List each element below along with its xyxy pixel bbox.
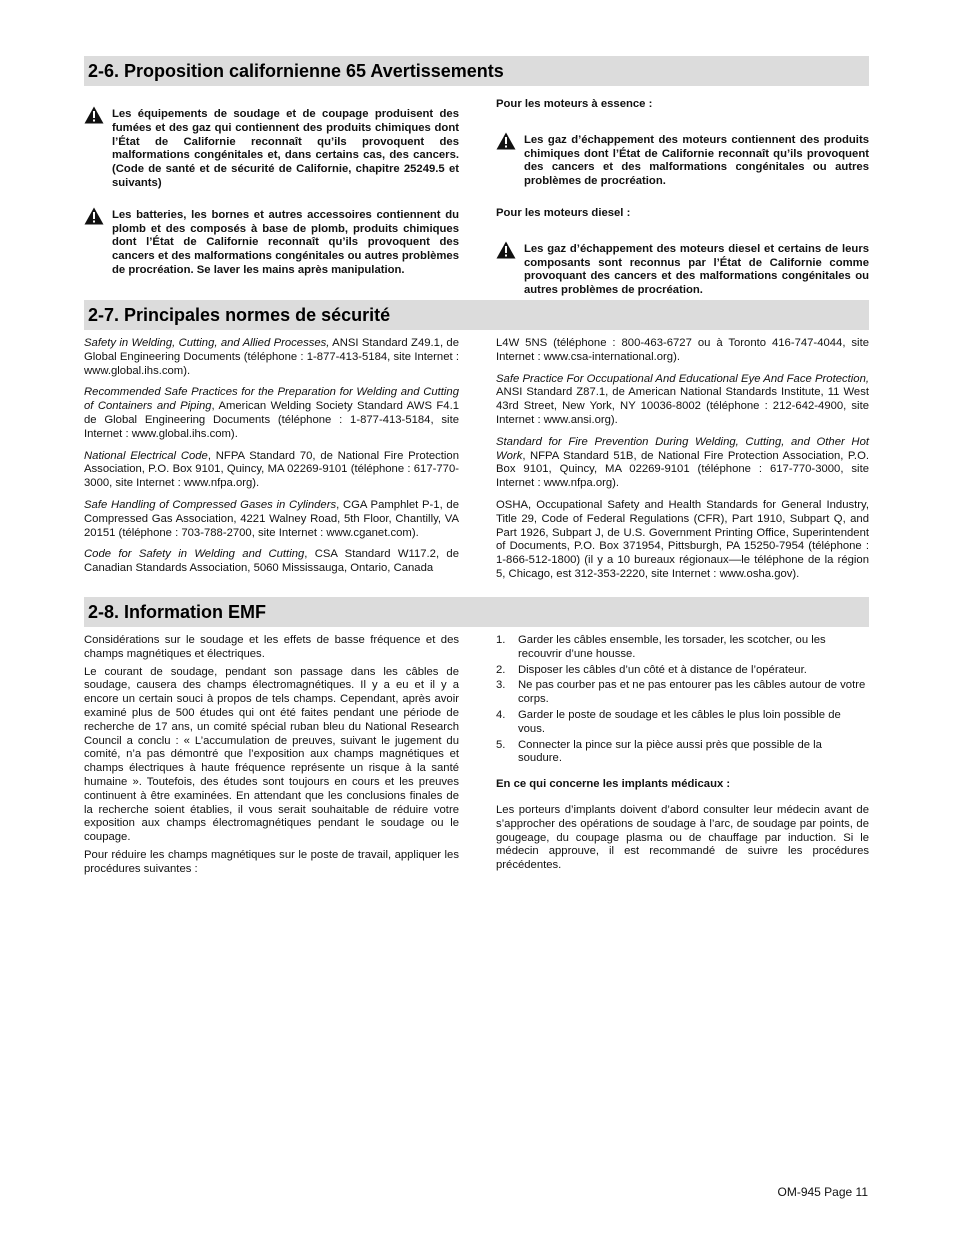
list-item: 5. Connecter la pince sur la pièce aussi près que possible de la soudure.	[496, 738, 822, 765]
warning-text: Les batteries, les bornes et autres accessoires contiennent du plomb et des composés à base de plomb, produits chimiques dont l’État de Californie reconnaît qu’ils provoquent des cancers et des malformations congénitales ou autres problèmes de procréation. Se laver les mains après manipulation.	[112, 208, 459, 276]
section-2-7-right-column	[496, 337, 869, 590]
page-number: OM-945 Page 11	[777, 1185, 868, 1199]
section-2-7-left-column	[84, 337, 459, 584]
emf-paragraph: Considérations sur le soudage et les effets de basse fréquence et des champs magnétiques et électriques.	[84, 634, 459, 660]
warning-text: Les gaz d’échappement des moteurs diesel et certains de leurs composants sont reconnus par l’État de Californie comme provoquant des cancers et des malformations congénitales ou autres problèmes de procréation.	[524, 242, 869, 297]
section-2-8-left-column	[84, 634, 459, 885]
warning-triangle-icon	[496, 241, 516, 259]
warning-triangle-icon	[84, 207, 104, 225]
standard-entry: Safe Practice For Occupational And Educational Eye And Face Protection, ANSI Standard Z87.1, de American National Standards Institute, 11 West 43rd Street, New York, NY 10036-8002 (téléphone : 212-642-4900, site Internet : www.ansi.org).	[496, 372, 869, 426]
warning-text: Les équipements de soudage et de coupage produisent des fumées et des gaz qui contiennent des produits chimiques dont l’État de Californie reconnaît qu’ils provoquent des malformations congénitales et, dans certains cas, des cancers. (Code de santé et de sécurité de Californie, chapitre 25249.5 et suivants)	[112, 108, 459, 189]
emf-steps-list	[496, 634, 869, 766]
standard-entry: L4W 5NS (téléphone : 800-463-6727 ou à Toronto 416-747-4044, site Internet : www.csa-international.org).	[496, 337, 869, 363]
warning-welding-fumes	[84, 108, 459, 191]
standard-entry: National Electrical Code, NFPA Standard 70, de National Fire Protection Association, P.O. Box 9101, Quincy, MA 02269-9101 (téléphone : 617-770-3000, site Internet : www.nfpa.org).	[84, 449, 459, 490]
warning-text: Les gaz d’échappement des moteurs contiennent des produits chimiques dont l’État de Californie reconnaît qu’ils provoquent des cancers et des malformations congénitales ou autres problèmes de procréation.	[524, 133, 869, 188]
section-2-8-title: 2-8. Information EMF	[84, 597, 869, 627]
list-item: 2. Disposer les câbles d’un côté et à distance de l’opérateur.	[496, 663, 807, 676]
section-2-6-title: 2-6. Proposition californienne 65 Avertissements	[84, 56, 869, 86]
warning-batteries	[84, 209, 459, 278]
section-2-6-left-column	[84, 108, 459, 278]
list-item: 1. Garder les câbles ensemble, les torsader, les scotcher, ou les recouvrir d’une housse.	[496, 634, 826, 660]
standard-entry: Safe Handling of Compressed Gases in Cylinders, CGA Pamphlet P-1, de Compressed Gas Association, 4221 Walney Road, 5th Floor, Chantilly, VA 20151 (téléphone : 703-788-2700, site Internet : www.cganet.com).	[84, 498, 459, 539]
implants-label: En ce qui concerne les implants médicaux :	[496, 778, 731, 791]
implants-paragraph: Les porteurs d’implants doivent d’abord consulter leur médecin avant de s’approcher des opérations de soudage à l’arc, de soudage par points, de gougeage, du coupage plasma ou de chauffage par induction. Si le médecin approuve, il est recommandé de suivre les procédures précédentes.	[496, 803, 869, 872]
section-2-7-title: 2-7. Principales normes de sécurité	[84, 300, 869, 330]
standard-entry: Safety in Welding, Cutting, and Allied Processes, ANSI Standard Z49.1, de Global Engineering Documents (téléphone : 1-877-413-5184, site Internet : www.global.ihs.com).	[84, 337, 459, 377]
gas-engines-label: Pour les moteurs à essence :	[496, 98, 653, 110]
list-item: 4. Garder le poste de soudage et les câbles le plus loin possible de vous.	[496, 708, 841, 735]
warning-triangle-icon	[84, 106, 104, 124]
standard-entry: OSHA, Occupational Safety and Health Standards for General Industry, Title 29, Code of Federal Regulations (CFR), Part 1910, Subpart Q, and Part 1926, Subpart J, de U.S. Government Printing Office, Superintendent of Documents, P.O. Box 371954, Pittsburgh, PA 15250-7954 (téléphone : 1-866-512-1800) (il y a 10 bureaux régionaux––le téléphone de la région 5, Chicago, est 312-353-2220, site Internet : www.osha.gov).	[496, 498, 869, 580]
section-2-8-right-column	[496, 634, 869, 881]
emf-paragraph: Le courant de soudage, pendant son passage dans les câbles de soudage, causera des champs électromagnétiques. Il y a eu et il y a encore un certain souci à propos de tels champs. Cependant, après avoir examiné plus de 500 études qui ont été faites pendant une période de recherche de 17 ans, un comité spécial ruban bleu du National Research Council a conclu : « L’accumulation de preuves, suivant le jugement du comité, n’a pas démontré que l’exposition aux champs magnétiques et champs électriques à haute fréquence représente un risque à la santé humaine ». Toutefois, des études sont toujours en cours et les preuves continuent à être examinées. En attendant que les conclusions finales de la recherche soient établies, il vous serait souhaitable de réduire votre exposition aux champs électromagnétiques pendant le soudage ou le coupage.	[84, 665, 459, 844]
diesel-engines-label: Pour les moteurs diesel :	[496, 206, 631, 219]
standard-entry: Recommended Safe Practices for the Preparation for Welding and Cutting of Containers and Piping, American Welding Society Standard AWS F4.1 de Global Engineering Documents (téléphone : 1-877-413-5184, site Internet : www.global.ihs.com).	[84, 386, 459, 440]
list-item: 3. Ne pas courber pas et ne pas entourer pas les câbles autour de votre corps.	[496, 679, 866, 706]
warning-gas-engines	[496, 134, 869, 189]
warning-triangle-icon	[496, 132, 516, 150]
section-2-6-right-column	[496, 98, 869, 298]
standard-entry: Code for Safety in Welding and Cutting, CSA Standard W117.2, de Canadian Standards Association, 5060 Mississauga, Ontario, Canada	[84, 548, 459, 575]
emf-paragraph: Pour réduire les champs magnétiques sur le poste de travail, appliquer les procédures suivantes :	[84, 848, 459, 875]
standard-entry: Standard for Fire Prevention During Welding, Cutting, and Other Hot Work, NFPA Standard 51B, de National Fire Protection Association, P.O. Box 9101, Quincy, MA 02269-9101 (téléphone : 617-770-3000, site Internet : www.nfpa.org).	[496, 435, 869, 490]
warning-diesel-engines	[496, 243, 869, 298]
